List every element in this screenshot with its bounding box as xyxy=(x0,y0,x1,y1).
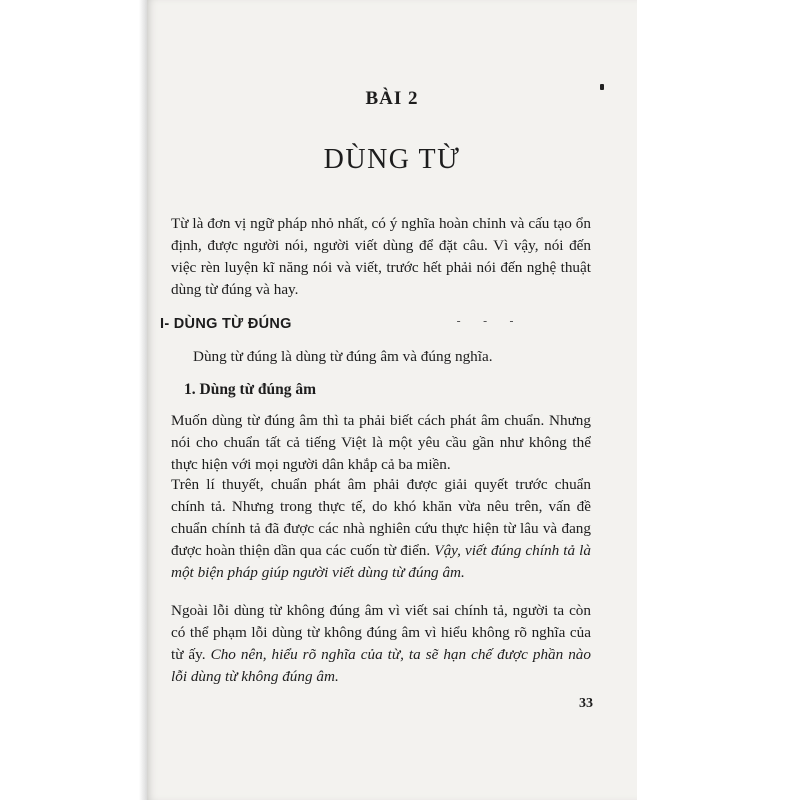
subheading: 1. Dùng từ đúng âm xyxy=(184,381,317,398)
paragraph-2-text: Trên lí thuyết, chuẩn phát âm phải được giải quyết trước chuẩn chính tả. Nhưng trong thực tế, do khó khăn vừa nêu trên, vấn đề chuẩn chính tả đã được các nhà nghiên cứu thực hiện từ lâu và đang được hoàn thiện dần qua các cuốn từ điển. xyxy=(171,476,591,559)
paragraph-1: Muốn dùng từ đúng âm thì ta phải biết cách phát âm chuẩn. Nhưng nói cho chuẩn tất cả tiếng Việt là một yêu cầu gần như không thể thực hiện với mọi người dân khắp cả ba miền. xyxy=(171,412,591,473)
paragraph-2 xyxy=(171,474,591,584)
page-number: 33 xyxy=(579,696,593,711)
section-intro: Dùng từ đúng là dùng từ đúng âm và đúng nghĩa. xyxy=(193,348,493,365)
paragraph-3-text: Ngoài lỗi dùng từ không đúng âm vì viết sai chính tả, người ta còn có thể phạm lỗi dùng từ không đúng âm vì hiểu không rõ nghĩa của từ ấy. xyxy=(171,602,591,663)
intro-paragraph: Từ là đơn vị ngữ pháp nhỏ nhất, có ý nghĩa hoàn chỉnh và cấu tạo ổn định, được người nói, người viết dùng để đặt câu. Vì vậy, nói đến việc rèn luyện kĩ năng nói và viết, trước hết phải nói đến nghệ thuật dùng từ đúng và hay. xyxy=(171,215,591,298)
page-title: DÙNG TỪ xyxy=(323,144,461,175)
paragraph-3-italic: Cho nên, hiểu rõ nghĩa của từ, ta sẽ hạn chế được phần nào lỗi dùng từ không đúng âm. xyxy=(171,646,591,685)
print-dashes: - - - xyxy=(455,314,522,328)
lesson-label: BÀI 2 xyxy=(365,88,419,109)
section-heading: I- DÙNG TỪ ĐÚNG xyxy=(160,316,292,332)
paragraph-3 xyxy=(171,600,591,688)
book-page xyxy=(147,0,637,800)
paragraph-2-italic: Vậy, viết đúng chính tả là một biện pháp giúp người viết dùng từ đúng âm. xyxy=(171,542,591,581)
